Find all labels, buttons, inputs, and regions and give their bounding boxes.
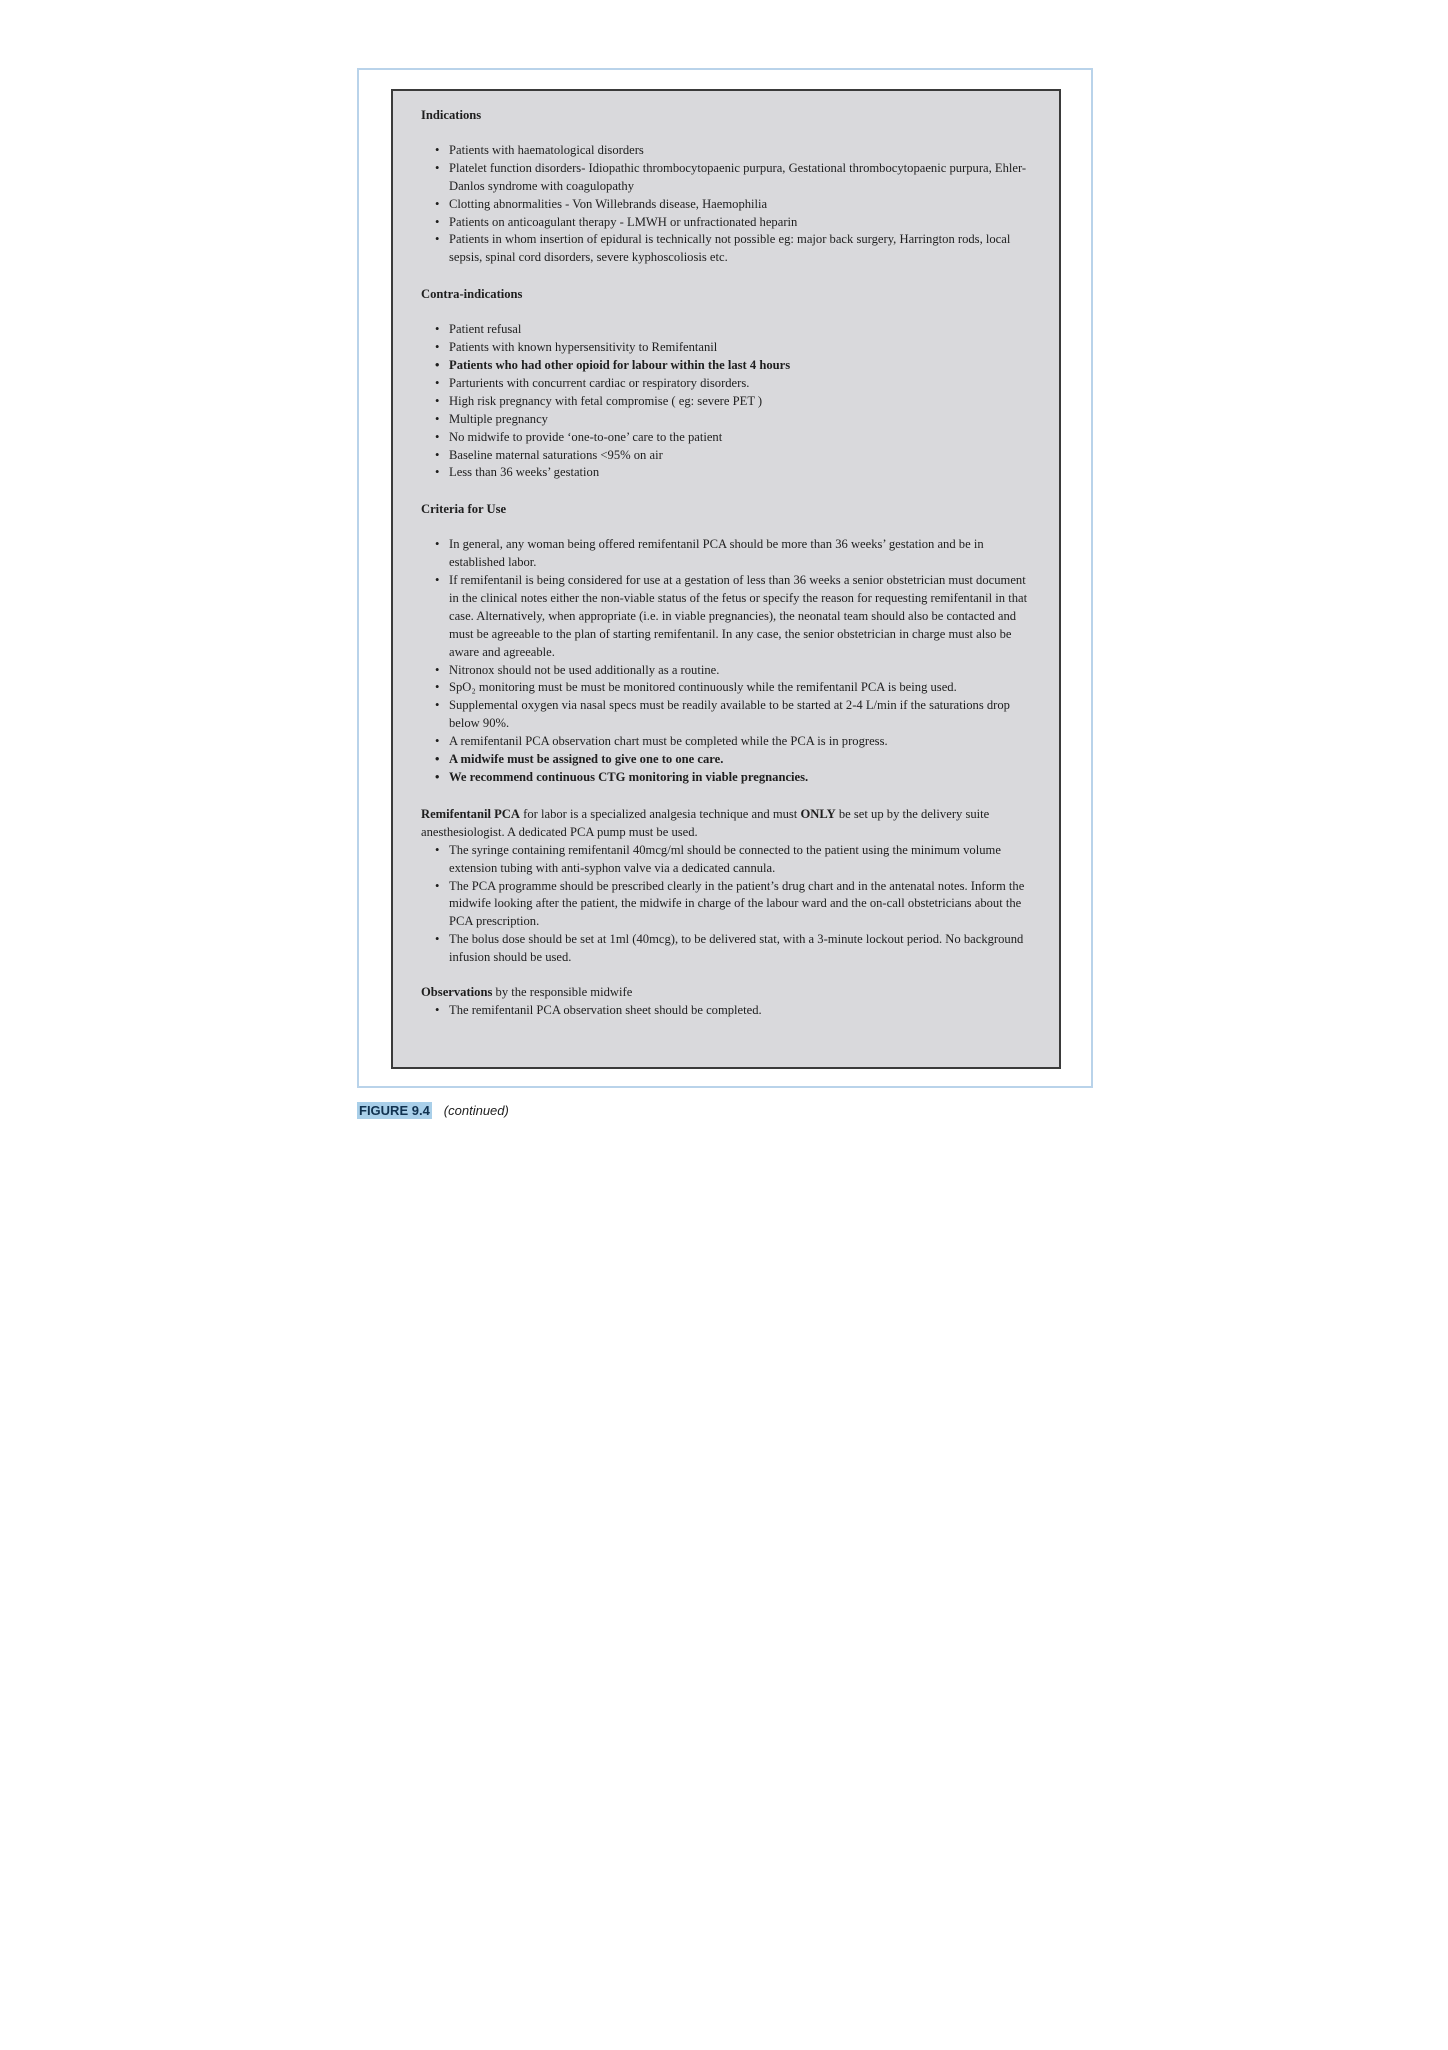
remifentanil-list <box>421 842 1033 967</box>
observations-list <box>421 1002 1033 1020</box>
list-item: • Patients on anticoagulant therapy - LMWH or unfractionated heparin <box>421 214 1033 232</box>
list-item: • Nitronox should not be used additionally as a routine. <box>421 662 1033 680</box>
indications-list <box>421 142 1033 267</box>
criteria-heading: Criteria for Use <box>421 502 507 517</box>
list-item: • The syringe containing remifentanil 40mcg/ml should be connected to the patient using the minimum volume extension tubing with anti-syphon valve via a dedicated cannula. <box>421 842 1033 878</box>
list-item: • The bolus dose should be set at 1ml (40mcg), to be delivered stat, with a 3-minute lockout period. No background infusion should be used. <box>421 931 1033 967</box>
list-item: • SpO₂ monitoring must be must be monitored continuously while the remifentanil PCA is being used. <box>421 679 1033 697</box>
figure-note: (continued) <box>443 1103 509 1118</box>
list-item: • A midwife must be assigned to give one to one care. <box>421 751 1033 769</box>
figure-label: FIGURE 9.4 <box>359 1103 430 1118</box>
list-item: • Multiple pregnancy <box>421 411 1033 429</box>
list-item: • Parturients with concurrent cardiac or respiratory disorders. <box>421 375 1033 393</box>
list-item: • Patients in whom insertion of epidural is technically not possible eg: major back surgery, Harrington rods, local sepsis, spinal cord disorders, severe kyphoscoliosis etc. <box>421 231 1033 267</box>
figure-caption <box>357 1103 509 1118</box>
list-item: • A remifentanil PCA observation chart must be completed while the PCA is in progress. <box>421 733 1033 751</box>
observations-text: by the responsible midwife <box>492 985 633 1000</box>
list-item: • Clotting abnormalities - Von Willebrands disease, Haemophilia <box>421 196 1033 214</box>
list-item: • Less than 36 weeks’ gestation <box>421 464 1033 482</box>
figure-frame <box>357 68 1093 1088</box>
list-item: • Patients who had other opioid for labour within the last 4 hours <box>421 357 1033 375</box>
list-item: • If remifentanil is being considered for use at a gestation of less than 36 weeks a senior obstetrician must document in the clinical notes either the non-viable status of the fetus or specify the reason for requesting remifentanil in that case. Alternatively, when appropriate (i.e. in viable pregnancies), the neonatal team should also be contacted and must be agreeable to the plan of starting remifentanil. In any case, the senior obstetrician in charge must also be aware and agreeable. <box>421 572 1033 662</box>
list-item: • Supplemental oxygen via nasal specs must be readily available to be started at 2-4 L/min if the saturations drop below 90%. <box>421 697 1033 733</box>
observations-lead: Observations <box>421 985 493 1000</box>
list-item: • No midwife to provide ‘one-to-one’ care to the patient <box>421 429 1033 447</box>
list-item: • Baseline maternal saturations <95% on air <box>421 447 1033 465</box>
observations-paragraph <box>421 984 1033 1002</box>
indications-heading: Indications <box>421 108 482 122</box>
only-emphasis: ONLY <box>800 806 836 821</box>
protocol-panel <box>391 89 1061 1069</box>
list-item: • Patients with known hypersensitivity to Remifentanil <box>421 339 1033 357</box>
contraindications-list <box>421 321 1033 482</box>
list-item: • Patient refusal <box>421 321 1033 339</box>
list-item: • In general, any woman being offered remifentanil PCA should be more than 36 weeks’ gestation and be in established labor. <box>421 536 1033 572</box>
remifentanil-text-1: for labor is a specialized analgesia technique and must <box>520 806 801 821</box>
criteria-list <box>421 536 1033 787</box>
list-item: • The PCA programme should be prescribed clearly in the patient’s drug chart and in the antenatal notes. Inform the midwife looking after the patient, the midwife in charge of the labour ward and the on-call obstetricians about the PCA prescription. <box>421 878 1033 932</box>
remifentanil-lead: Remifentanil PCA <box>421 806 520 821</box>
list-item: • We recommend continuous CTG monitoring in viable pregnancies. <box>421 769 1033 787</box>
contraindications-heading: Contra-indications <box>421 287 523 302</box>
list-item: • Patients with haematological disorders <box>421 142 1033 160</box>
remifentanil-text-2: be set up by the delivery suite anesthesiologist. A dedicated PCA pump must be used. <box>421 806 990 839</box>
list-item: • High risk pregnancy with fetal compromise ( eg: severe PET ) <box>421 393 1033 411</box>
list-item: • Platelet function disorders- Idiopathic thrombocytopaenic purpura, Gestational thrombocytopaenic purpura, Ehler-Danlos syndrome with coagulopathy <box>421 160 1033 196</box>
remifentanil-paragraph <box>421 806 1033 842</box>
list-item: • The remifentanil PCA observation sheet should be completed. <box>421 1002 1033 1020</box>
